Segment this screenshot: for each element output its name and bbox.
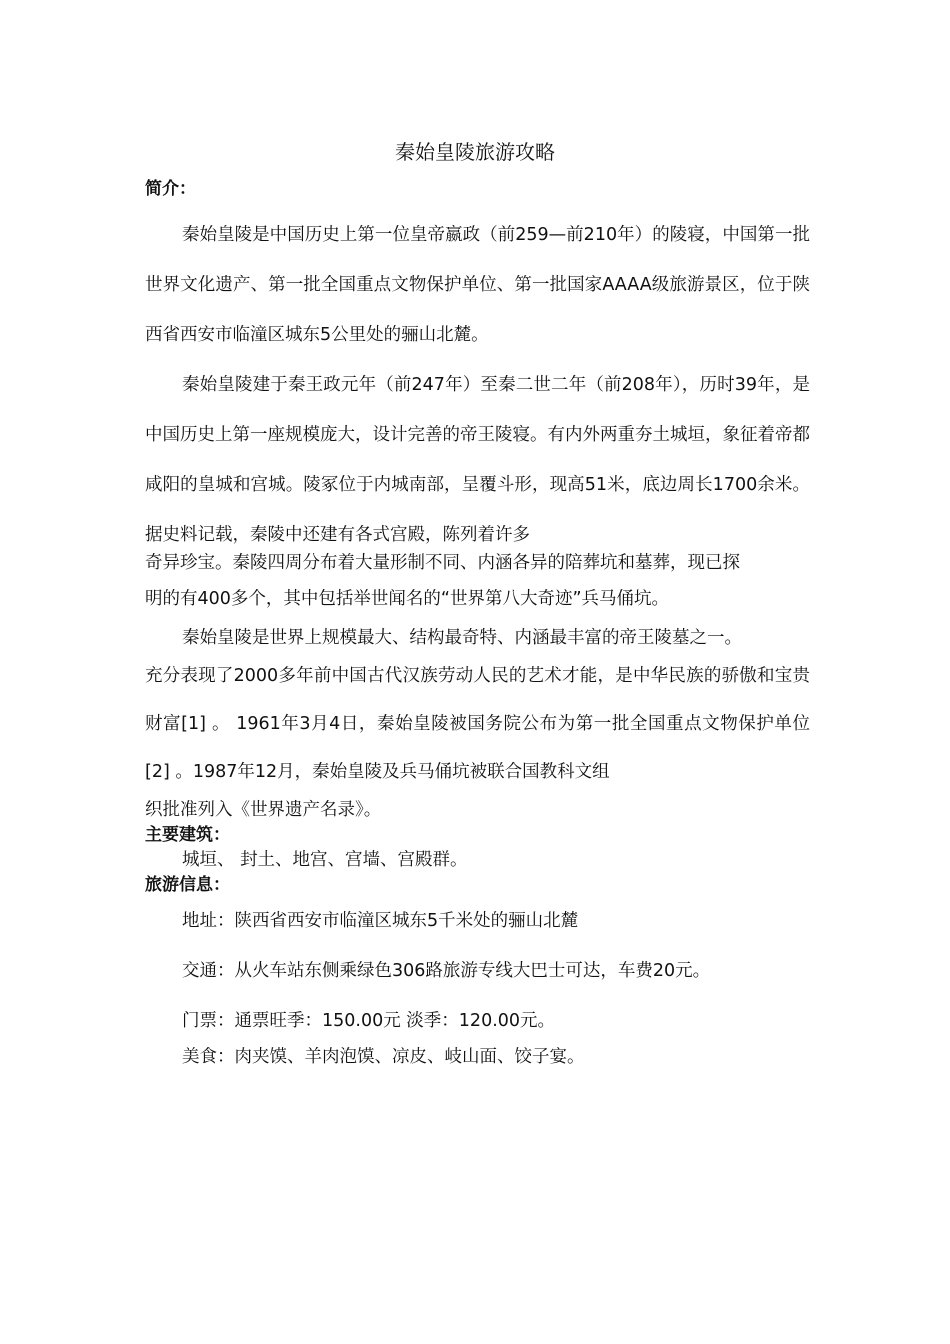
intro-paragraph-2-cont-1: 奇异珍宝。秦陵四周分布着大量形制不同、内涵各异的陪葬坑和墓葬，现已探 [145, 553, 740, 573]
intro-paragraph-3: 充分表现了2000多年前中国古代汉族劳动人民的艺术才能，是中华民族的骄傲和宝贵财富[1] 。 1961年3月4日，秦始皇陵被国务院公布为第一批全国重点文物保护单位[2] 。1987年12月，秦始皇陵及兵马俑坑被联合国教科文组 [145, 666, 810, 782]
intro-paragraph-3-first-line: 秦始皇陵是世界上规模最大、结构最奇特、内涵最丰富的帝王陵墓之一。 [182, 628, 742, 648]
intro-heading: 简介： [145, 179, 196, 199]
buildings-list: 城垣、 封土、地宫、宫墙、宫殿群。 [182, 850, 468, 870]
document-title: 秦始皇陵旅游攻略 [395, 140, 555, 164]
buildings-heading: 主要建筑： [145, 825, 230, 845]
intro-paragraph-2: 秦始皇陵建于秦王政元年（前247年）至秦二世二年（前208年），历时39年，是中国历史上第一座规模庞大，设计完善的帝王陵寝。有内外两重夯土城垣，象征着帝都咸阳的皇城和宫城。陵冢位于内城南部，呈覆斗形，现高51米，底边周长1700余米。据史料记载，秦陵中还建有各式宫殿，陈列着许多 [145, 375, 810, 545]
intro-paragraph-2-cont-2: 明的有400多个，其中包括举世闻名的“世界第八大奇迹”兵马俑坑。 [145, 589, 670, 609]
intro-paragraph-1: 秦始皇陵是中国历史上第一位皇帝嬴政（前259—前210年）的陵寝，中国第一批世界文化遗产、第一批全国重点文物保护单位、第一批国家AAAA级旅游景区，位于陕西省西安市临潼区城东5公里处的骊山北麓。 [145, 225, 810, 345]
travel-heading: 旅游信息： [145, 875, 230, 895]
travel-transport: 交通：从火车站东侧乘绿色306路旅游专线大巴士可达，车费20元。 [182, 961, 711, 981]
travel-address: 地址：陕西省西安市临潼区城东5千米处的骊山北麓 [182, 911, 579, 931]
travel-ticket: 门票：通票旺季：150.00元 淡季：120.00元。 [182, 1011, 556, 1031]
intro-paragraph-3-last-line: 织批准列入《世界遗产名录》。 [145, 800, 382, 820]
travel-food: 美食：肉夹馍、羊肉泡馍、凉皮、岐山面、饺子宴。 [182, 1047, 585, 1067]
